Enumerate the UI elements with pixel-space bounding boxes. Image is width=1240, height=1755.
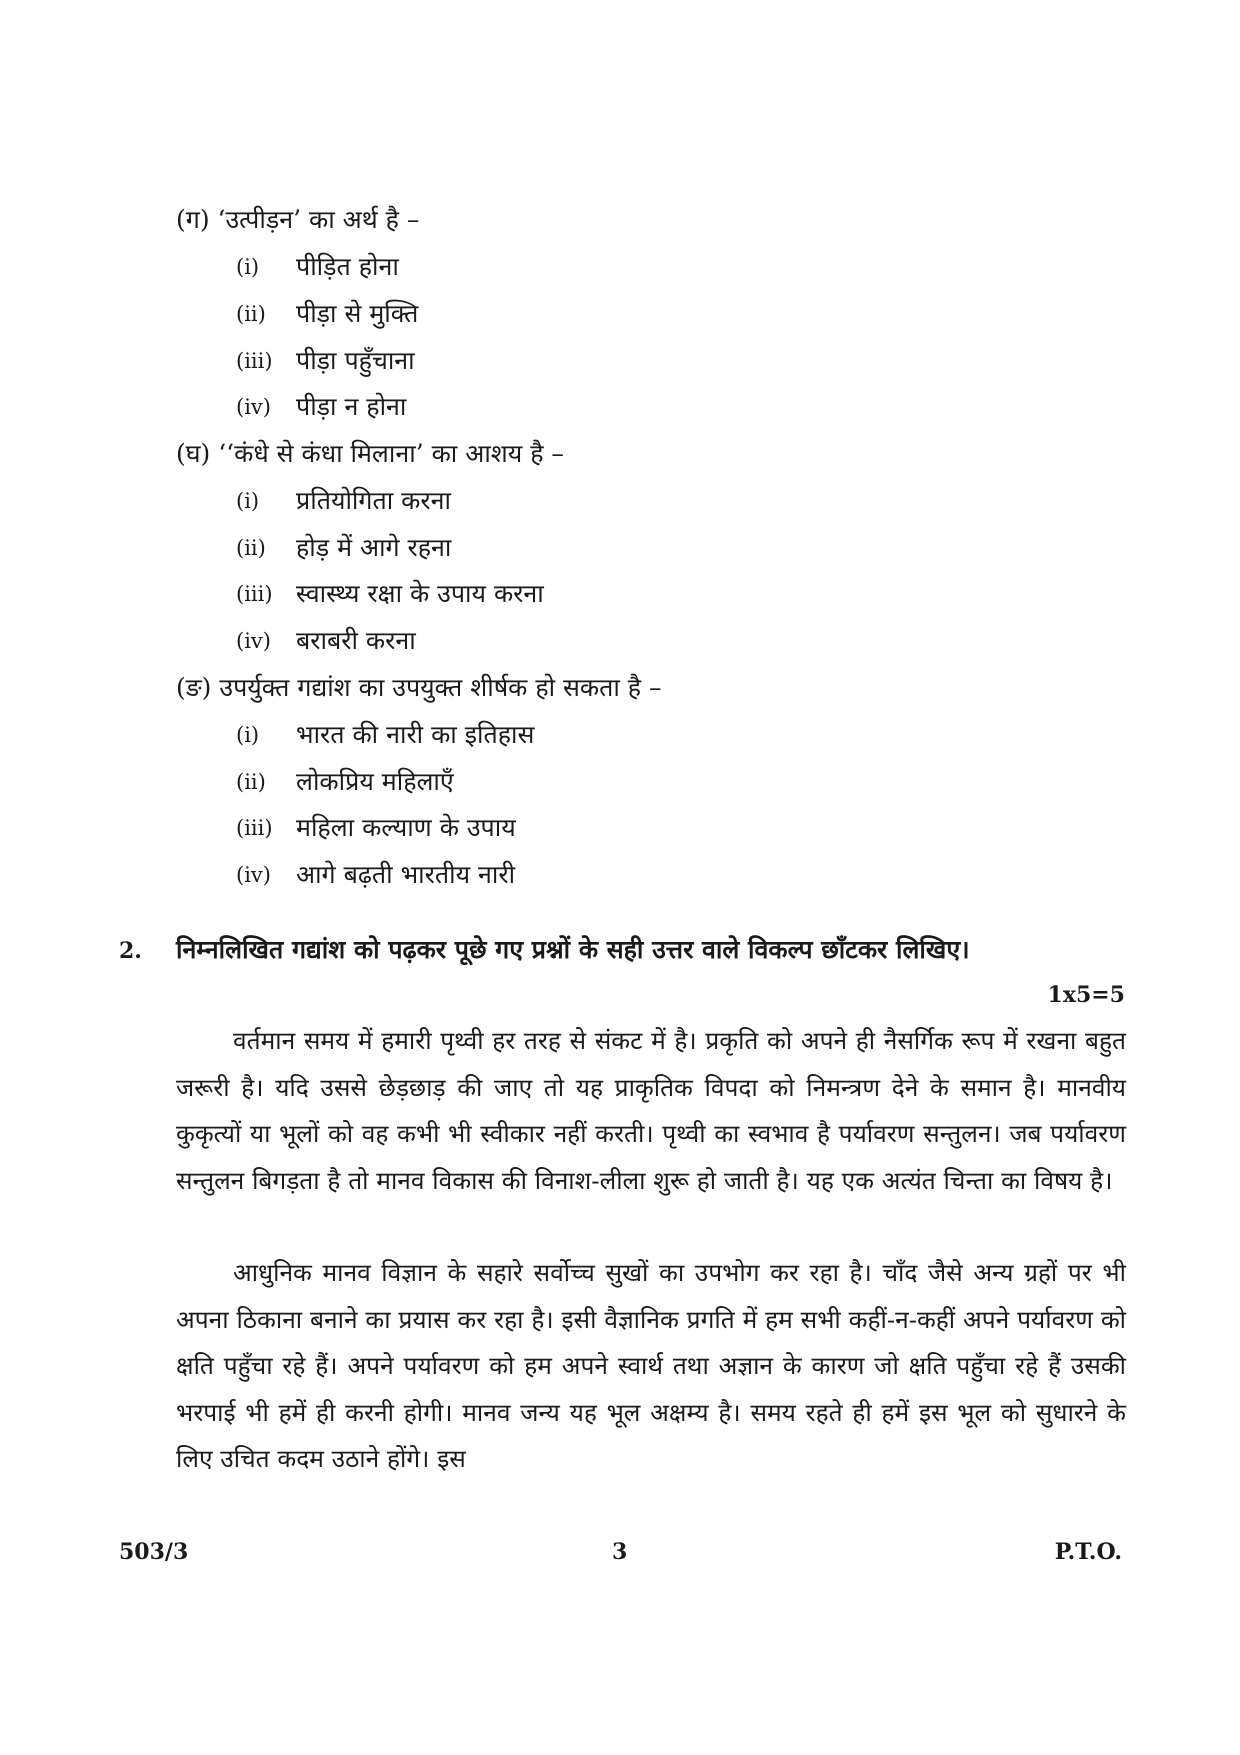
please-turn-over: P.T.O. xyxy=(1054,1539,1122,1565)
option-text: पीड़ा से मुक्ति xyxy=(296,299,419,328)
option-text: प्रतियोगिता करना xyxy=(296,486,451,515)
option-number: (iii) xyxy=(236,349,273,373)
option-number: (iii) xyxy=(236,582,273,606)
question-g-stem: (ग) ‘उत्पीड़न’ का अर्थ है – xyxy=(176,205,420,234)
option-number: (ii) xyxy=(236,770,266,794)
option-text: पीड़ित होना xyxy=(296,252,399,281)
option-number: (iv) xyxy=(236,863,271,887)
option-text: होड़ में आगे रहना xyxy=(296,533,452,562)
option-text: स्वास्थ्य रक्षा के उपाय करना xyxy=(296,579,544,608)
question-2-marks: 1x5=5 xyxy=(1047,982,1125,1008)
paper-code: 503/3 xyxy=(119,1539,189,1565)
passage-paragraph-2: आधुनिक मानव विज्ञान के सहारे सर्वोच्च सुखों का उपभोग कर रहा है। चाँद जैसे अन्य ग्रहों पर भी अपना ठिकाना बनाने का प्रयास कर रहा है। इसी वैज्ञानिक प्रगति में हम सभी कहीं-न-कहीं अपने पर्यावरण को क्षति पहुँचा रहे हैं। अपने पर्यावरण को हम अपने स्वार्थ तथा अज्ञान के कारण जो क्षति पहुँचा रहे हैं उसकी भरपाई भी हमें ही करनी होगी। मानव जन्य यह भूल अक्षम्य है। समय रहते ही हमें इस भूल को सुधारने के लिए उचित कदम उठाने होंगे। इस xyxy=(176,1258,1126,1473)
option-text: महिला कल्याण के उपाय xyxy=(296,813,516,842)
passage-paragraph-1: वर्तमान समय में हमारी पृथ्वी हर तरह से संकट में है। प्रकृति को अपने ही नैसर्गिक रूप में रखना बहुत जरूरी है। यदि उससे छेड़छाड़ की जाए तो यह प्राकृतिक विपदा को निमन्त्रण देने के समान है। मानवीय कुकृत्यों या भूलों को वह कभी भी स्वीकार नहीं करती। पृथ्वी का स्वभाव है पर्यावरण सन्तुलन। जब पर्यावरण सन्तुलन बिगड़ता है तो मानव विकास की विनाश-लीला शुरू हो जाती है। यह एक अत्यंत चिन्ता का विषय है। xyxy=(176,1026,1126,1195)
option-number: (iii) xyxy=(236,816,273,840)
question-2-number: 2. xyxy=(119,938,142,964)
option-number: (i) xyxy=(236,723,260,747)
option-text: पीड़ा न होना xyxy=(296,392,407,421)
option-number: (iv) xyxy=(236,395,271,419)
option-text: लोकप्रिय महिलाएँ xyxy=(296,767,454,796)
option-number: (i) xyxy=(236,489,260,513)
option-number: (ii) xyxy=(236,536,266,560)
page-number: 3 xyxy=(612,1539,628,1565)
option-text: पीड़ा पहुँचाना xyxy=(296,346,415,375)
question-gh-stem: (घ) ‘‘कंधे से कंधा मिलाना’ का आशय है – xyxy=(176,439,564,468)
option-number: (i) xyxy=(236,255,260,279)
question-2-heading: निम्नलिखित गद्यांश को पढ़कर पूछे गए प्रश्नों के सही उत्तर वाले विकल्प छाँटकर लिखिए। xyxy=(176,935,970,964)
question-ng-stem: (ङ) उपर्युक्त गद्यांश का उपयुक्त शीर्षक हो सकता है – xyxy=(176,673,662,702)
option-number: (iv) xyxy=(236,629,271,653)
option-text: बराबरी करना xyxy=(296,626,416,655)
option-number: (ii) xyxy=(236,302,266,326)
option-text: आगे बढ़ती भारतीय नारी xyxy=(296,860,516,889)
option-text: भारत की नारी का इतिहास xyxy=(296,720,535,749)
